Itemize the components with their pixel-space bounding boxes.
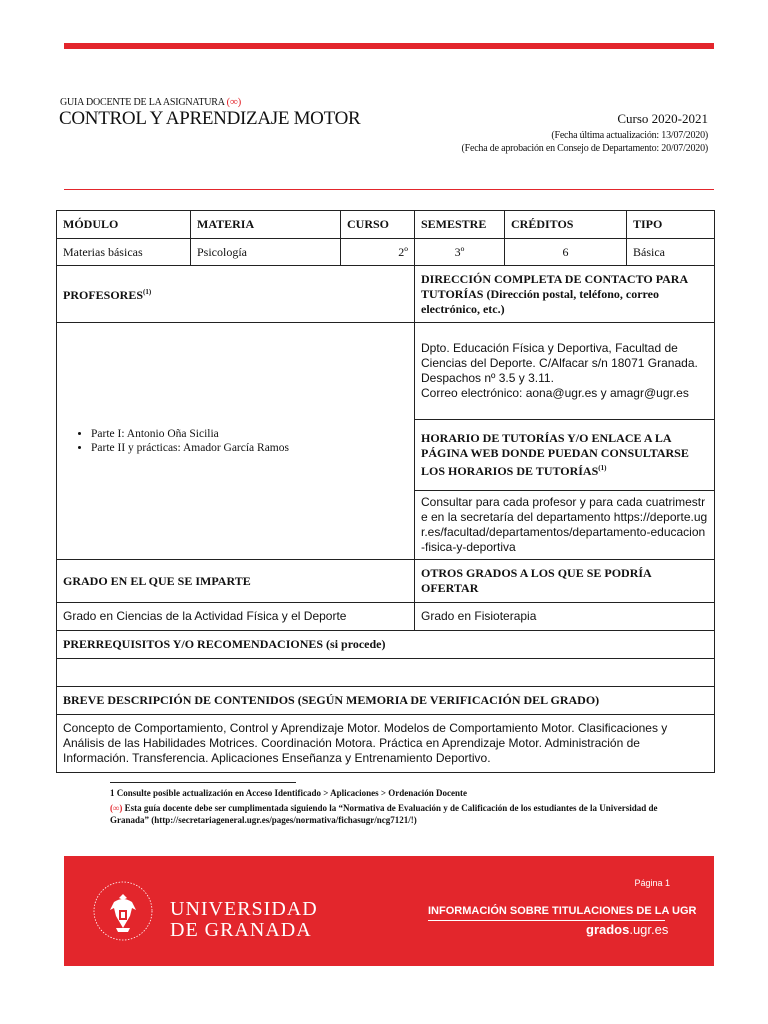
approval-date: (Fecha de aprobación en Consejo de Departamento: 20/07/2020)	[461, 143, 708, 154]
grado-value: Grado en Ciencias de la Actividad Física y el Deporte	[57, 603, 415, 631]
prerrequisitos-label-row	[57, 631, 715, 659]
table-header-row	[57, 211, 715, 239]
university-name-line1: UNIVERSIDAD	[170, 898, 318, 920]
info-divider	[428, 920, 665, 921]
otros-grados-label: OTROS GRADOS A LOS QUE SE PODRÍA OFERTAR	[415, 560, 715, 603]
descripcion-label: BREVE DESCRIPCIÓN DE CONTENIDOS (SEGÚN MEMORIA DE VERIFICACIÓN DEL GRADO)	[57, 687, 715, 715]
footnote-2-text: Esta guía docente debe ser cumplimentada siguiendo la “Normativa de Evaluación y de Calificación de los estudiantes de la Universidad de Granada” (http://secretariageneral.ugr.es/pages/normativa/fichasugr/ncg7121/!)	[110, 803, 658, 825]
university-crest-icon	[92, 880, 154, 942]
value-tipo: Básica	[627, 239, 715, 266]
profesor-item: • Parte II y prácticas: Amador García Ramos	[91, 441, 408, 455]
prerrequisitos-label: PRERREQUISITOS Y/O RECOMENDACIONES	[63, 637, 324, 651]
profesores-footnote-ref: (1)	[143, 288, 152, 296]
value-materia: Psicología	[191, 239, 341, 266]
footnote-1: 1 Consulte posible actualización en Acceso Identificado > Aplicaciones > Ordenación Docente	[110, 788, 467, 798]
profesores-label-cell	[57, 266, 415, 323]
last-update-date: (Fecha última actualización: 13/07/2020)	[551, 130, 708, 141]
value-creditos: 6	[505, 239, 627, 266]
otros-grados-value: Grado en Fisioterapia	[415, 603, 715, 631]
footer-banner	[64, 856, 714, 966]
value-curso: 2º	[341, 239, 415, 266]
grado-label: GRADO EN EL QUE SE IMPARTE	[57, 560, 415, 603]
profesores-list	[63, 427, 408, 455]
descripcion-value-row	[57, 715, 715, 773]
grados-link-bold: grados	[586, 922, 630, 937]
footnote-divider	[110, 782, 296, 783]
horario-value: Consultar para cada profesor y para cada cuatrimestre en la secretaría del departamento https://deporte.ugr.es/facultad/departamentos/departamento-educacion-fisica-y-deportiva	[415, 491, 715, 560]
profesores-label: PROFESORES	[63, 288, 144, 302]
titulaciones-info: INFORMACIÓN SOBRE TITULACIONES DE LA UGR	[428, 905, 697, 917]
header-materia: MATERIA	[191, 211, 341, 239]
descripcion-value: Concepto de Comportamiento, Control y Aprendizaje Motor. Modelos de Comportamiento Motor. Clasificaciones y Análisis de las Habilidades Motrices. Coordinación Motora. Práctica en Aprendizaje Motor. Administración de Información. Transferencia. Aplicaciones Enseñanza y Entrenamiento Deportivo.	[57, 715, 715, 773]
grados-link-rest: .ugr.es	[629, 922, 669, 937]
direccion-value-cell	[415, 323, 715, 420]
header-curso: CURSO	[341, 211, 415, 239]
university-name-line2: DE GRANADA	[170, 919, 312, 941]
prerrequisitos-suffix: (si procede)	[326, 637, 386, 651]
value-semestre: 3º	[415, 239, 505, 266]
grados-header-row	[57, 560, 715, 603]
direccion-line: Despachos nº 3.5 y 3.11.	[421, 371, 554, 385]
prerrequisitos-value-row	[57, 659, 715, 687]
horario-footnote-ref: (1)	[598, 464, 607, 472]
infinity-mark: (∞)	[110, 803, 123, 813]
direccion-label: DIRECCIÓN COMPLETA DE CONTACTO PARA TUTORÍAS (Dirección postal, teléfono, correo electrónico, etc.)	[415, 266, 715, 323]
table-values-row	[57, 239, 715, 266]
page-number: Página 1	[634, 878, 670, 888]
course-year: Curso 2020-2021	[617, 111, 708, 126]
prerrequisitos-value	[57, 659, 715, 687]
infinity-mark: (∞)	[226, 96, 242, 108]
profesores-row	[57, 323, 715, 420]
grados-value-row	[57, 603, 715, 631]
direccion-line: Dpto. Educación Física y Deportiva, Facultad de Ciencias del Deporte. C/Alfacar s/n 18071 Granada.	[421, 341, 698, 370]
header-tipo: TIPO	[627, 211, 715, 239]
page-title: CONTROL Y APRENDIZAJE MOTOR	[59, 108, 361, 129]
header-creditos: CRÉDITOS	[505, 211, 627, 239]
profesores-header-row	[57, 266, 715, 323]
guide-label-text: GUIA DOCENTE DE LA ASIGNATURA	[60, 97, 225, 108]
profesor-item: • Parte I: Antonio Oña Sicilia	[91, 427, 408, 441]
header-semestre: SEMESTRE	[415, 211, 505, 239]
prerrequisitos-label-cell	[57, 631, 715, 659]
direccion-line: Correo electrónico: aona@ugr.es y amagr@ugr.es	[421, 386, 689, 400]
header-modulo: MÓDULO	[57, 211, 191, 239]
top-red-bar	[64, 43, 714, 49]
horario-label: HORARIO DE TUTORÍAS Y/O ENLACE A LA PÁGINA WEB DONDE PUEDAN CONSULTARSE LOS HORARIOS DE TUTORÍAS	[421, 431, 689, 478]
profesores-list-cell	[57, 323, 415, 560]
footnote-2	[110, 802, 670, 826]
grados-link[interactable]	[586, 922, 668, 937]
descripcion-label-row	[57, 687, 715, 715]
header-divider	[64, 189, 714, 190]
guide-label	[60, 96, 241, 108]
value-modulo: Materias básicas	[57, 239, 191, 266]
horario-label-cell	[415, 420, 715, 491]
course-info-table	[56, 210, 715, 773]
